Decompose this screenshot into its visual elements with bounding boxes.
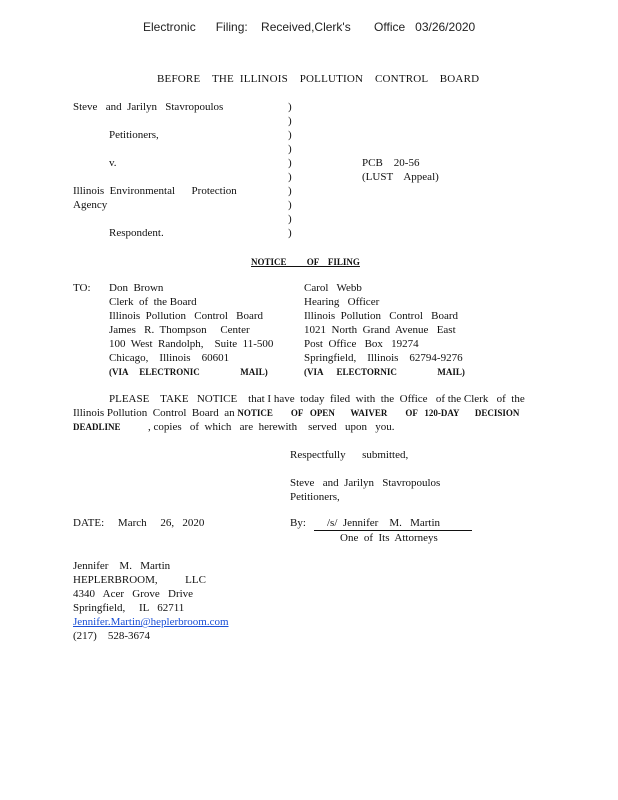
to-label: TO: (73, 282, 91, 294)
attorney-city: Springfield, IL 62711 (73, 602, 185, 614)
case-type: (LUST Appeal) (362, 171, 439, 183)
petitioner-name: Steve and Jarilyn Stavropoulos (73, 101, 224, 113)
versus-label: v. (109, 157, 117, 169)
delivery-method: (VIA ELECTRONIC MAIL) (109, 367, 268, 377)
body-line-3 (73, 421, 395, 434)
body-line-1: PLEASE TAKE NOTICE that I have today filed with the Office of the Clerk of the (109, 393, 525, 405)
filing-stamp: Electronic Filing: Received,Clerk's Office 03/26/2020 (143, 20, 476, 34)
caption-bracket: ) (288, 115, 292, 127)
recipient-line: Clerk of the Board (109, 296, 197, 308)
attorney-firm: HEPLERBROOM, LLC (73, 574, 206, 586)
closing-respectfully: Respectfully submitted, (290, 449, 409, 461)
caption-bracket: ) (288, 227, 292, 239)
attorney-email-link[interactable]: Jennifer.Martin@heplerbroom.com (73, 616, 229, 628)
date-line: DATE: March 26, 2020 (73, 517, 205, 529)
recipient-line: Illinois Pollution Control Board (109, 310, 264, 322)
respondent-label: Respondent. (109, 227, 164, 239)
recipient-line: James R. Thompson Center (109, 324, 250, 336)
caption-bracket: ) (288, 157, 292, 169)
body-text: Illinois Pollution Control Board an (73, 407, 238, 419)
recipient-line: Chicago, Illinois 60601 (109, 352, 230, 364)
attorney-name: Jennifer M. Martin (73, 560, 171, 572)
recipient-line: 1021 North Grand Avenue East (304, 324, 456, 336)
by-label: By: (290, 517, 306, 529)
respondent-name-line1: Illinois Environmental Protection (73, 185, 237, 197)
document-title-inline: DEADLINE (73, 422, 121, 432)
body-line-2 (73, 407, 519, 420)
recipient-line: Carol Webb (304, 282, 362, 294)
closing-role: Petitioners, (290, 491, 340, 503)
caption-bracket: ) (288, 185, 292, 197)
petitioners-label: Petitioners, (109, 129, 159, 141)
attorney-street: 4340 Acer Grove Drive (73, 588, 194, 600)
caption-bracket: ) (288, 129, 292, 141)
document-title-inline: NOTICE OF OPEN WAIVER OF 120-DAY DECISION (237, 408, 520, 418)
delivery-method: (VIA ELECTORNIC MAIL) (304, 367, 465, 377)
attorney-phone: (217) 528-3674 (73, 630, 150, 642)
recipient-line: Illinois Pollution Control Board (304, 310, 459, 322)
recipient-line: Springfield, Illinois 62794-9276 (304, 352, 463, 364)
recipient-line: Post Office Box 19274 (304, 338, 419, 350)
body-text: , copies of which are herewith served upon you. (120, 421, 395, 433)
document-heading: BEFORE THE ILLINOIS POLLUTION CONTROL BOARD (157, 73, 480, 85)
caption-bracket: ) (288, 171, 292, 183)
caption-bracket: ) (288, 213, 292, 225)
recipient-line: Don Brown (109, 282, 164, 294)
caption-bracket: ) (288, 199, 292, 211)
notice-title: NOTICE OF FILING (251, 257, 360, 267)
closing-party: Steve and Jarilyn Stavropoulos (290, 477, 441, 489)
respondent-name-line2: Agency (73, 199, 108, 211)
recipient-line: 100 West Randolph, Suite 11-500 (109, 338, 274, 350)
recipient-line: Hearing Officer (304, 296, 380, 308)
caption-bracket: ) (288, 143, 292, 155)
attorney-role: One of Its Attorneys (340, 532, 438, 544)
signature-line: /s/ Jennifer M. Martin (314, 517, 472, 531)
caption-bracket: ) (288, 101, 292, 113)
case-number: PCB 20-56 (362, 157, 420, 169)
